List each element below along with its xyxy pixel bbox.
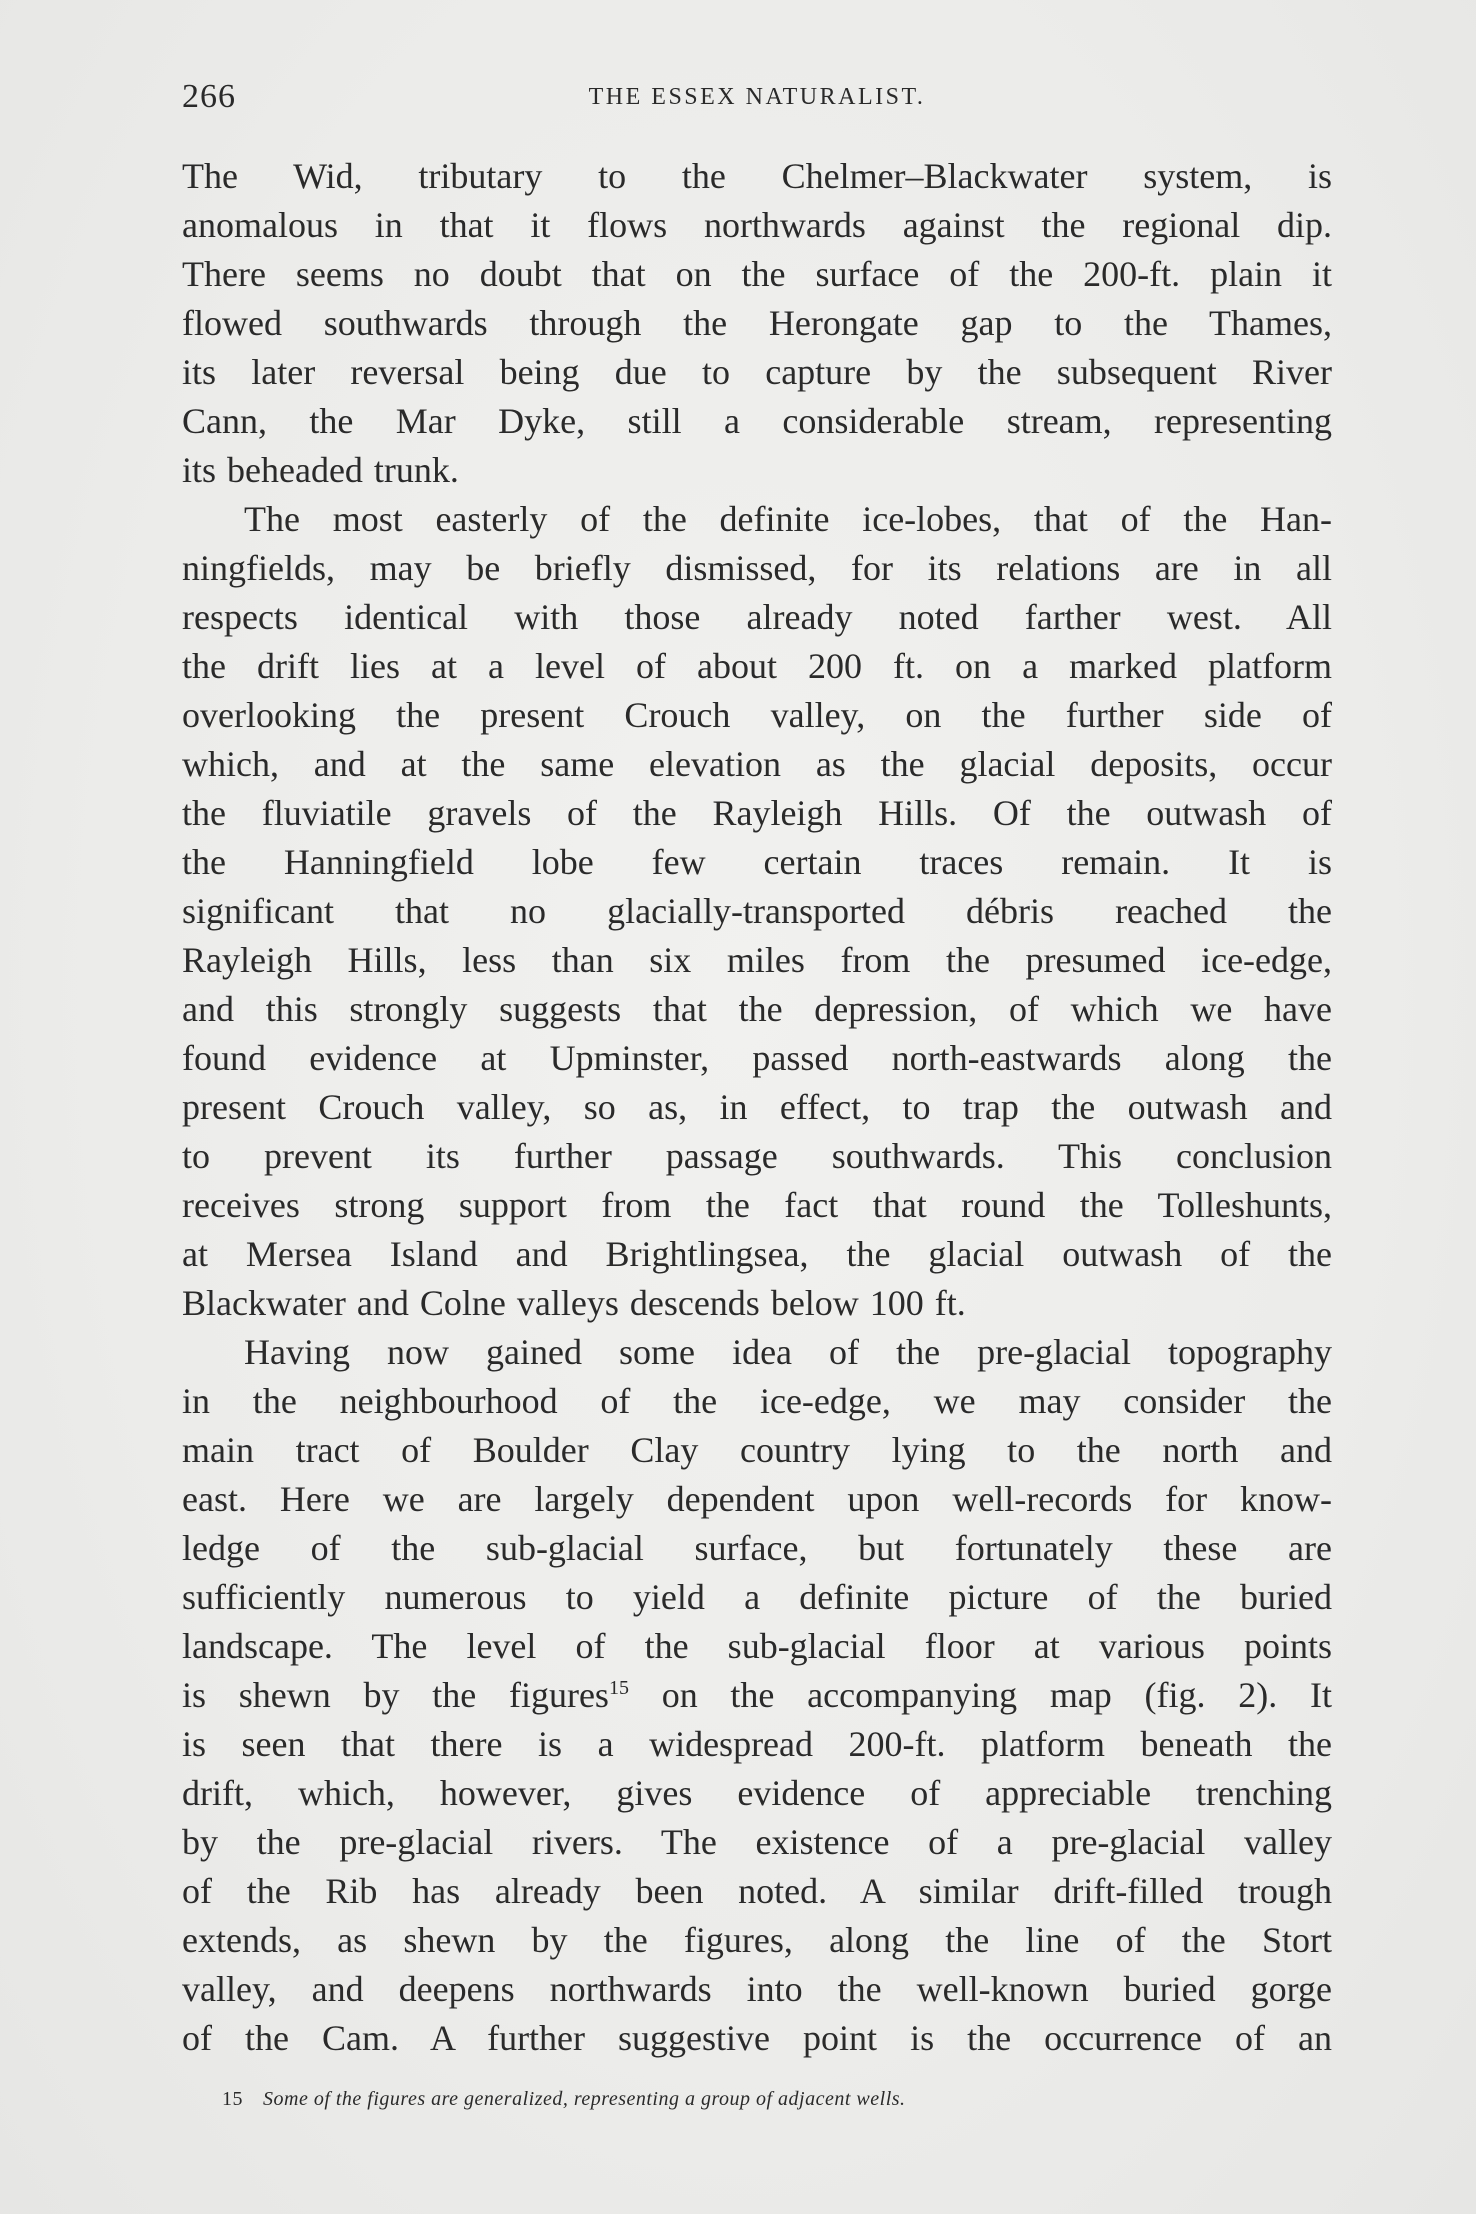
text-line: and this strongly suggests that the depression, of which we have: [182, 989, 1332, 1029]
text-line: its later reversal being due to capture by the subsequent River: [182, 352, 1332, 392]
footnote-text: Some of the figures are generalized, representing a group of adjacent wells.: [263, 2088, 906, 2110]
text-line: by the pre-glacial rivers. The existence of a pre-glacial valley: [182, 1822, 1332, 1862]
text-line: Blackwater and Colne valleys descends below 100 ft.: [182, 1283, 966, 1323]
running-head: [182, 78, 1332, 118]
text-line: the fluviatile gravels of the Rayleigh Hills. Of the outwash of: [182, 793, 1332, 833]
body-text: [182, 152, 1332, 2063]
footnote: [222, 2088, 1322, 2111]
paragraph-1: [182, 152, 1332, 495]
journal-title: THE ESSEX NATURALIST.: [588, 84, 926, 110]
text-line: respects identical with those already noted farther west. All: [182, 597, 1332, 637]
text-line: significant that no glacially-transported débris reached the: [182, 891, 1332, 931]
text-line: The most easterly of the definite ice-lobes, that of the Han-: [244, 499, 1332, 539]
text-line: Cann, the Mar Dyke, still a considerable stream, representing: [182, 401, 1332, 441]
text-line: is seen that there is a widespread 200-ft. platform beneath the: [182, 1724, 1332, 1764]
text-line: The Wid, tributary to the Chelmer–Blackwater system, is: [182, 156, 1332, 196]
text-line: overlooking the present Crouch valley, on the further side of: [182, 695, 1332, 735]
text-line: landscape. The level of the sub-glacial floor at various points: [182, 1626, 1332, 1666]
text-line: There seems no doubt that on the surface of the 200-ft. plain it: [182, 254, 1332, 294]
text-line: the Hanningfield lobe few certain traces remain. It is: [182, 842, 1332, 882]
text-line: present Crouch valley, so as, in effect, to trap the outwash and: [182, 1087, 1332, 1127]
text-line: sufficiently numerous to yield a definite picture of the buried: [182, 1577, 1332, 1617]
text-line: Rayleigh Hills, less than six miles from the presumed ice-edge,: [182, 940, 1332, 980]
text-line-with-footnote: [182, 1671, 1332, 1720]
text-line: anomalous in that it flows northwards against the regional dip.: [182, 205, 1332, 245]
footnote-reference: 15: [608, 1677, 629, 1699]
text-line: receives strong support from the fact that round the Tolleshunts,: [182, 1185, 1332, 1225]
text-line: drift, which, however, gives evidence of appreciable trenching: [182, 1773, 1332, 1813]
paragraph-3: [182, 1328, 1332, 2063]
paragraph-2: [182, 495, 1332, 1328]
text-line: in the neighbourhood of the ice-edge, we may consider the: [182, 1381, 1332, 1421]
text-line: valley, and deepens northwards into the well-known buried gorge: [182, 1969, 1332, 2009]
text-line: of the Cam. A further suggestive point is the occurrence of an: [182, 2018, 1332, 2058]
text-line: extends, as shewn by the figures, along the line of the Stort: [182, 1920, 1332, 1960]
text-line: its beheaded trunk.: [182, 450, 459, 490]
footnote-number: 15: [222, 2088, 243, 2110]
text-line: the drift lies at a level of about 200 ft. on a marked platform: [182, 646, 1332, 686]
text-fragment: is shewn by the figures: [182, 1675, 609, 1715]
text-line: which, and at the same elevation as the glacial deposits, occur: [182, 744, 1332, 784]
text-line: found evidence at Upminster, passed north-eastwards along the: [182, 1038, 1332, 1078]
text-line: Having now gained some idea of the pre-glacial topography: [244, 1332, 1332, 1372]
text-line: ledge of the sub-glacial surface, but fortunately these are: [182, 1528, 1332, 1568]
text-line: east. Here we are largely dependent upon well-records for know-: [182, 1479, 1332, 1519]
text-line: ningfields, may be briefly dismissed, for its relations are in all: [182, 548, 1332, 588]
text-line: main tract of Boulder Clay country lying to the north and: [182, 1430, 1332, 1470]
text-line: to prevent its further passage southwards. This conclusion: [182, 1136, 1332, 1176]
text-line: flowed southwards through the Herongate gap to the Thames,: [182, 303, 1332, 343]
text-line: at Mersea Island and Brightlingsea, the glacial outwash of the: [182, 1234, 1332, 1274]
text-fragment: on the accompanying map (fig. 2). It: [661, 1675, 1332, 1715]
text-line: of the Rib has already been noted. A similar drift-filled trough: [182, 1871, 1332, 1911]
page-number: 266: [182, 78, 236, 115]
